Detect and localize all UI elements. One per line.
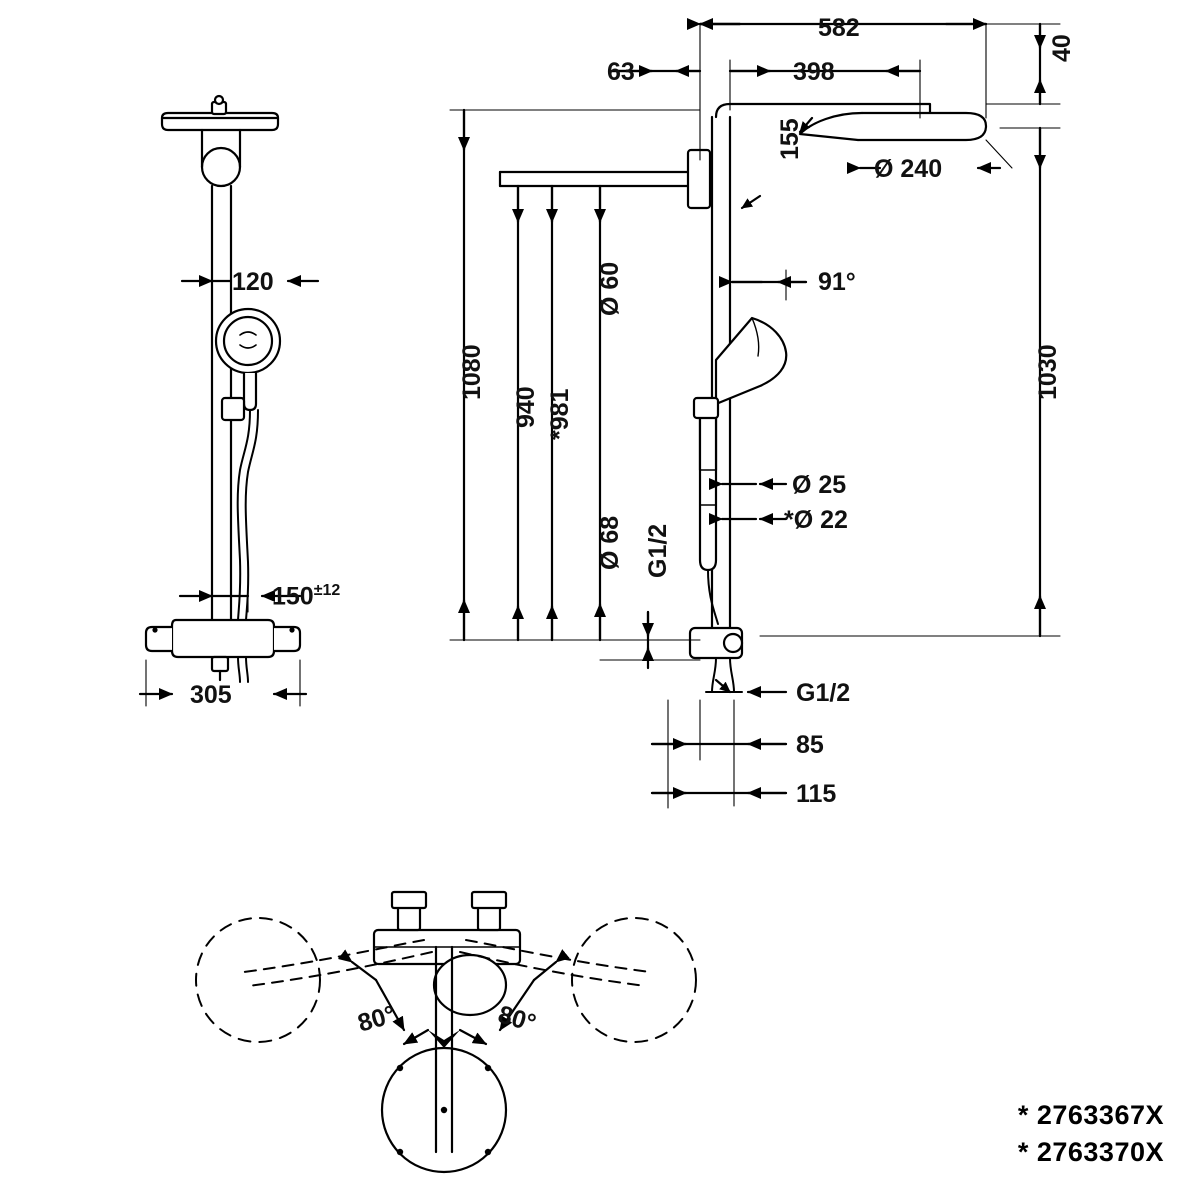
article-number: * 2763367X (1017, 1100, 1164, 1131)
dim-front-base-305: 305 (190, 681, 232, 709)
dim-side-thread-top: G1/2 (644, 523, 672, 578)
dim-side-height-940: 940 (512, 386, 540, 428)
dim-top-angle-left: 80° (354, 1000, 399, 1038)
dim-side-total-582: 582 (818, 14, 860, 42)
dim-side-diameter-60: Ø 60 (596, 261, 624, 316)
dim-side-height-981: *981 (546, 388, 574, 440)
dim-top-angle-right: 80° (495, 1000, 540, 1038)
dim-side-height-1080: 1080 (458, 344, 486, 400)
dim-side-angle-91: 155 (776, 118, 804, 160)
dim-side-top-40: 40 (1048, 34, 1076, 62)
dim-side-handshower-155: 91° (818, 268, 856, 296)
dim-side-thread-bottom: G1/2 (796, 679, 851, 707)
dim-side-diameter-25: Ø 25 (792, 471, 847, 499)
dim-side-outlet-85: 85 (796, 731, 824, 759)
article-number: * 2763370X (1017, 1136, 1164, 1167)
dim-side-diameter-68: Ø 68 (596, 515, 624, 570)
dim-side-diameter-22: *Ø 22 (784, 506, 848, 534)
dim-side-height-1030: 1030 (1034, 344, 1062, 400)
dim-side-diameter-240: Ø 240 (874, 155, 943, 183)
dim-front-handshower-150: $150^{\pm 12}$ (272, 582, 341, 611)
dim-side-outlet-115: 115 (796, 780, 837, 808)
dim-side-offset-63: 63 (607, 58, 635, 86)
dim-side-arm-398: 398 (793, 58, 835, 86)
dim-front-width-120: 120 (232, 268, 274, 296)
article-number-list (1018, 1097, 1164, 1170)
